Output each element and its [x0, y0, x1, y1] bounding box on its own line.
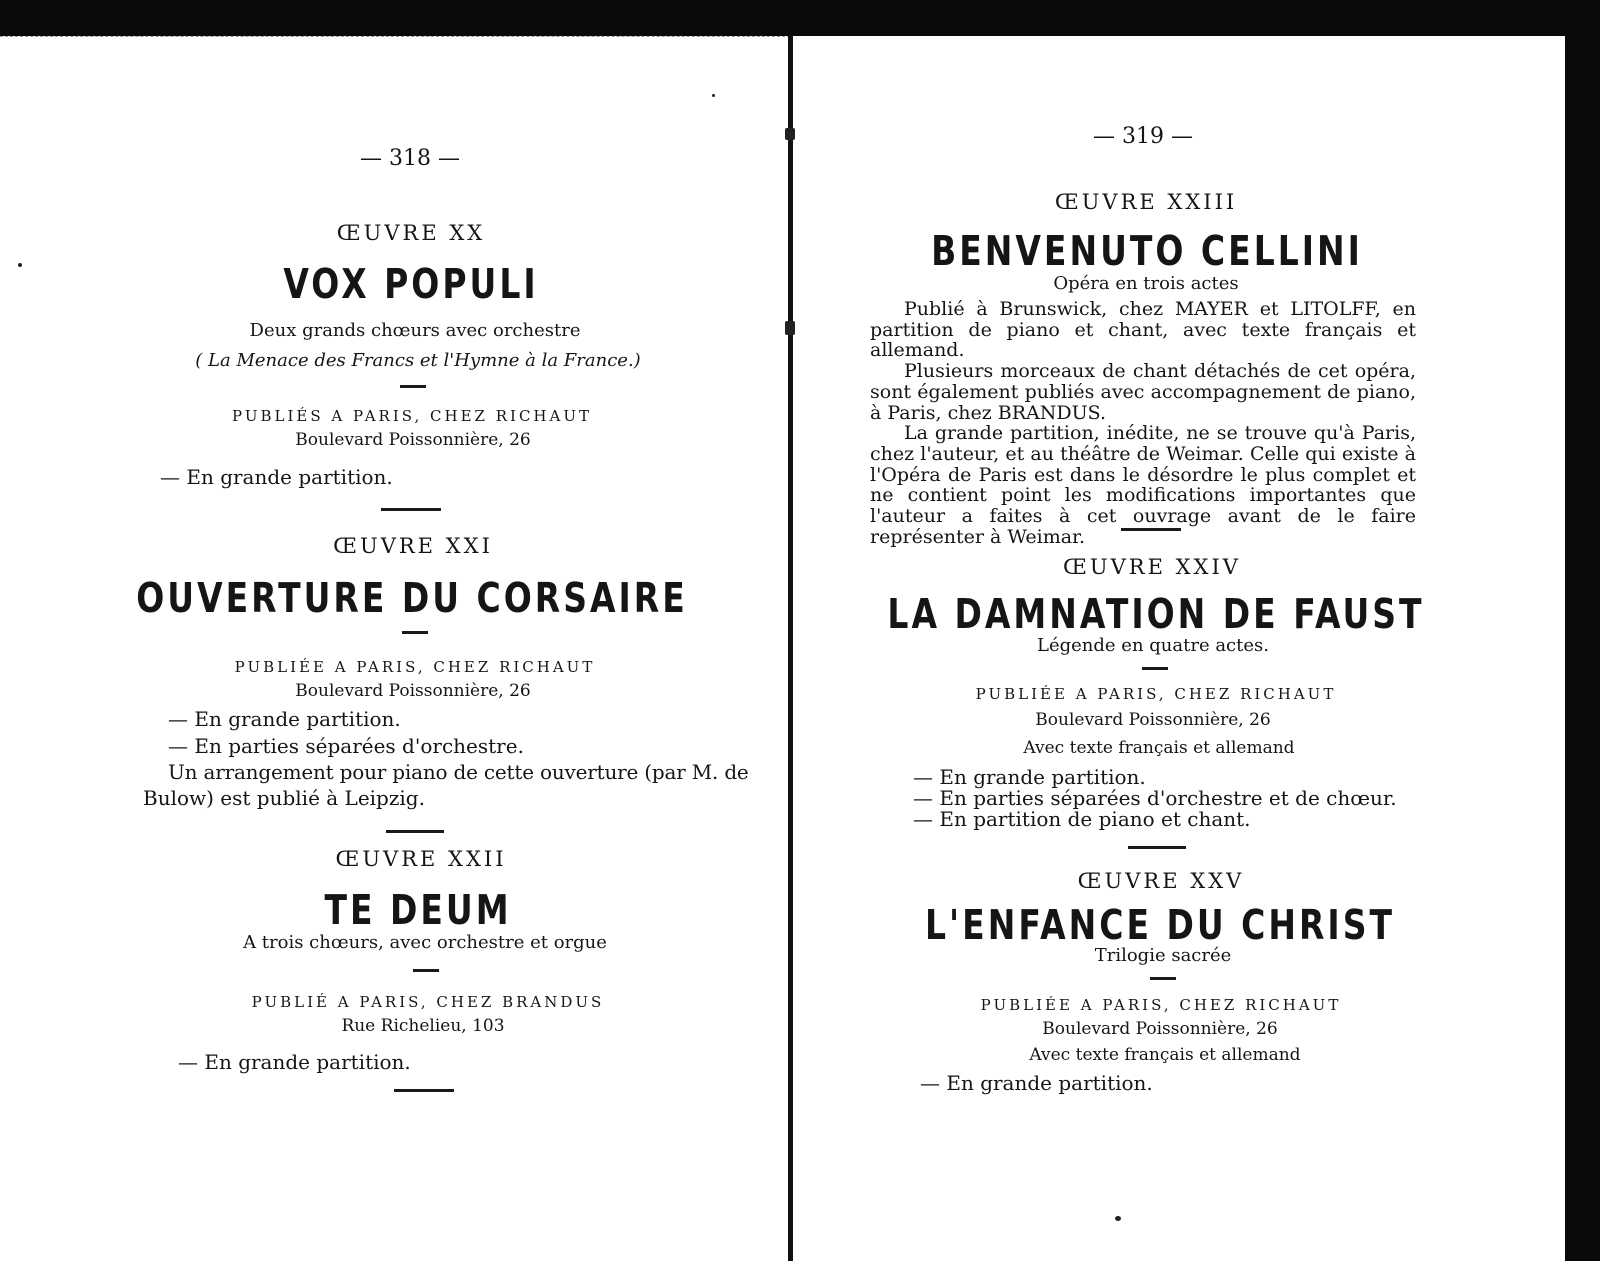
- op25-publisher: PUBLIÉE A PARIS, CHEZ RICHAUT: [980, 996, 1342, 1014]
- page-number-left: — 318 —: [360, 146, 460, 171]
- op21-note-line-2: Bulow) est publié à Leipzig.: [143, 786, 425, 810]
- op21-edition-2: — En parties séparées d'orchestre.: [168, 734, 524, 758]
- short-rule: [1142, 667, 1168, 670]
- op23-paragraph: Publié à Brunswick, chez MAYER et LITOLFF, en partition de piano et chant, avec texte français et allemand.: [870, 298, 1416, 362]
- op23-description: [870, 299, 1416, 547]
- op21-heading: ŒUVRE XXI: [333, 534, 493, 558]
- op20-works-note: ( La Menace des Francs et l'Hymne à la France.): [195, 350, 641, 371]
- op22-title: TE DEUM: [324, 885, 512, 934]
- op21-address: Boulevard Poissonnière, 26: [295, 681, 531, 701]
- op25-subtitle: Trilogie sacrée: [1094, 945, 1232, 966]
- section-divider: [386, 830, 444, 833]
- section-divider: [394, 1089, 454, 1092]
- op25-language-note: Avec texte français et allemand: [1029, 1045, 1301, 1065]
- page-number-right: — 319 —: [1093, 124, 1193, 149]
- ink-speck: [18, 263, 22, 267]
- short-rule: [402, 631, 428, 634]
- short-rule: [400, 385, 426, 388]
- op20-address: Boulevard Poissonnière, 26: [295, 430, 531, 450]
- op25-edition-1: — En grande partition.: [920, 1071, 1153, 1095]
- ink-speck: [1115, 1216, 1121, 1221]
- op25-address: Boulevard Poissonnière, 26: [1042, 1019, 1278, 1039]
- section-divider: [1128, 846, 1186, 849]
- op22-address: Rue Richelieu, 103: [341, 1016, 505, 1036]
- op20-subtitle: Deux grands chœurs avec orchestre: [249, 320, 581, 341]
- op24-publisher: PUBLIÉE A PARIS, CHEZ RICHAUT: [975, 685, 1337, 703]
- op24-subtitle: Légende en quatre actes.: [1037, 635, 1269, 656]
- op20-heading: ŒUVRE XX: [336, 221, 486, 245]
- op21-note-line-1: Un arrangement pour piano de cette ouverture (par M. de: [168, 760, 749, 784]
- op24-language-note: Avec texte français et allemand: [1023, 738, 1295, 758]
- ink-speck: [785, 128, 795, 140]
- op20-publisher: PUBLIÉS A PARIS, CHEZ RICHAUT: [232, 407, 592, 425]
- op20-title: VOX POPULI: [283, 259, 539, 308]
- op22-subtitle: A trois chœurs, avec orchestre et orgue: [243, 932, 607, 953]
- op21-publisher: PUBLIÉE A PARIS, CHEZ RICHAUT: [234, 658, 596, 676]
- op21-edition-1: — En grande partition.: [168, 707, 401, 731]
- op24-heading: ŒUVRE XXIV: [1063, 555, 1241, 579]
- op24-address: Boulevard Poissonnière, 26: [1035, 710, 1271, 730]
- op24-edition-3: — En partition de piano et chant.: [913, 807, 1251, 831]
- short-rule: [413, 969, 439, 972]
- op21-title: OUVERTURE DU CORSAIRE: [136, 573, 688, 622]
- op22-publisher: PUBLIÉ A PARIS, CHEZ BRANDUS: [251, 993, 605, 1011]
- short-rule: [1150, 977, 1176, 980]
- op20-edition-1: — En grande partition.: [160, 465, 393, 489]
- ink-speck: [712, 94, 715, 97]
- op24-edition-2: — En parties séparées d'orchestre et de chœur.: [913, 786, 1397, 810]
- op23-paragraph: Plusieurs morceaux de chant détachés de cet opéra, sont également publiés avec accompagnement de piano, à Paris, chez BRANDUS.: [870, 360, 1416, 424]
- op24-edition-1: — En grande partition.: [913, 765, 1146, 789]
- op23-paragraph: La grande partition, inédite, ne se trouve qu'à Paris, chez l'auteur, et au théâtre de Weimar. Celle qui existe à l'Opéra de Paris est dans le désordre le plus complet et ne contient point les modifications importantes que l'auteur a faites à cet ouvrage avant de le faire représenter à Weimar.: [870, 422, 1416, 548]
- op25-title: L'ENFANCE DU CHRIST: [925, 900, 1395, 949]
- op22-heading: ŒUVRE XXII: [335, 847, 507, 871]
- scan-top-border: [0, 0, 1600, 36]
- op23-title: BENVENUTO CELLINI: [931, 226, 1363, 275]
- book-spine: [788, 36, 793, 1261]
- op23-subtitle: Opéra en trois actes: [1053, 273, 1239, 294]
- op22-edition-1: — En grande partition.: [178, 1050, 411, 1074]
- ink-speck: [785, 321, 795, 335]
- left-page: [0, 36, 790, 1262]
- section-divider: [381, 508, 441, 511]
- op24-title: LA DAMNATION DE FAUST: [887, 589, 1425, 638]
- op25-heading: ŒUVRE XXV: [1077, 869, 1245, 893]
- scan-right-border: [1565, 0, 1600, 1261]
- section-divider: [1121, 528, 1181, 531]
- op23-heading: ŒUVRE XXIII: [1054, 190, 1238, 214]
